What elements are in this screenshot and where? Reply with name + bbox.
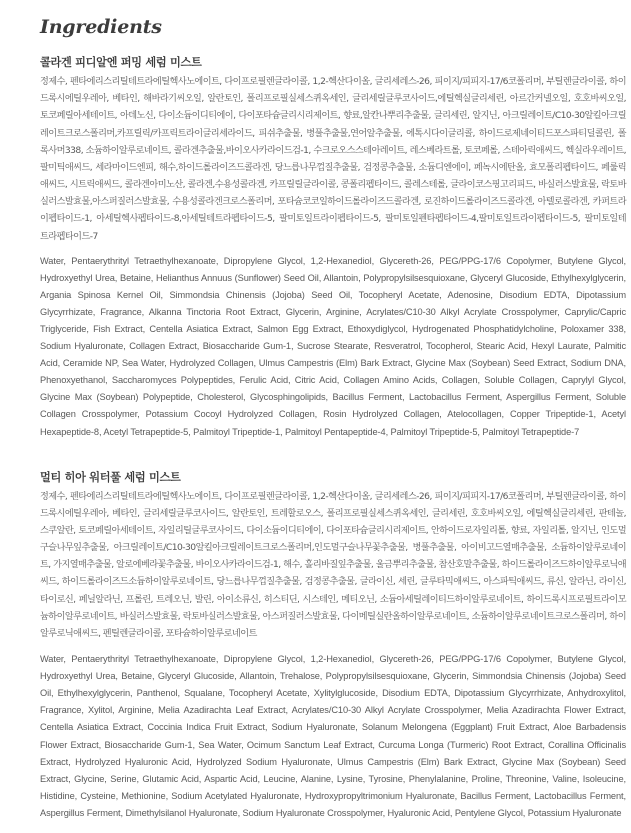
product-heading-collagen-serum-mist: 콜라겐 피디알엔 퍼밍 세럼 미스트 [40, 56, 202, 69]
ingredient-list-korean: 정제수, 펜타에리스리틸테트라에틸헥사노에이트, 다이프로필렌글라이콜, 1,2-헥산다이올, 글리세레스-26, 피이지/피피지-17/6코폴리머, 부틸렌글라이콜, 하이드록시에틸우레아, 베타인, 글리세릴글루코사이드, 알란토인, 트레할로오스, 폴리프로필실세스퀴옥세인, 글리세린, 호호바씨오일, 에틸헥실글리세린, 판테놀, 스쿠알란, 토코페릴아세테이트, 자일리틸글루코사이드, 다이소듐이디티에이, 다이포타슘글리시리제이트, 안하이드로자일리톨, 향료, 자일리톨, 알지닌, 인도멀구슬나무잎추출물, 아크릴레이트/C10-30알킬아크릴레이트크로스폴리머,인도멀구슬나무꽃추출물, 병풀추출물, 아이비고드열매추출물, 소듐하이알루로네이트, 가지열매추출물, 알로에베라꽃추출물, 바이오사카라이드검-1, 해수, 홀리바질잎추출물, 울금뿌리추출물, 참산호말추출물, 하이드롤라이즈드하이알루로닉애씨드, 하이드롤라이즈드소듐하이알루로네이트, 당느릅나무껍질추출물, 검정콩추출물, 글라이신, 세린, 글루타믹애씨드, 아스파틱애씨드, 류신, 알라닌, 라이신, 타이로신, 페닐알라닌, 프롤린, 트레오닌, 발린, 아이소류신, 히스티딘, 시스테인, 메티오닌, 소듐아세틸레이티드하이알루로네이트, 하이드록시프로필트라이모늄하이알루로네이트, 바실러스발효물, 락토바실러스발효물, 아스퍼질러스발효물, 다이메틸실란올하이알루로네이트, 소듐하이알루로네이트크로스폴리머, 하이알루로닉애씨드, 펜틸렌글라이콜, 포타슘하이알루로네이트 [40, 490, 626, 639]
ingredient-list-english: Water, Pentaerythrityl Tetraethylhexanoate, Dipropylene Glycol, 1,2-Hexanediol, Glycereth-26, PEG/PPG-17/6 Copolymer, Butylene Glycol, Hydroxyethyl Urea, Betaine, Helianthus Annuus (Sunflower) Seed Oil, Allantoin, Polypropylsilsesquioxane, Glyceryl Glucoside, Ethylhexylglycerin, Argania Spinosa Kernel Oil, Simmondsia Chinensis (Jojoba) Seed Oil, Tocopheryl Acetate, Adenosine, Disodium EDTA, Dipotassium Glycyrrhizate, Fragrance, Alkanna Tinctoria Root Extract, Glycerin, Arginine, Acrylates/C10-30 Alkyl Acrylate Crosspolymer, Caprylic/Capric Triglyceride, Fish Extract, Centella Asiatica Extract, Salmon Egg Extract, Ethoxydiglycol, Hydrogenated Phosphatidylcholine, Poloxamer 338, Sodium Hyaluronate, Collagen Extract, Biosaccharide Gum-1, Sucrose Stearate, Resveratrol, Tocopherol, Stearic Acid, Hexyl Laurate, Palmitic Acid, Ceramide NP, Sea Water, Hydrolyzed Collagen, Ulmus Campestris (Elm) Bark Extract, Glycine Max (Soybean) Seed Extract, Sodium DNA, Phenoxyethanol, Saccharomyces Polypeptides, Ferulic Acid, Citric Acid, Collagen Amino Acids, Collagen, Soluble Collagen, Caprylyl Glycol, Glycine Max (Soybean) Polypeptide, Cholesterol, Glycosphingolipids, Bacillus Ferment, Lactobacillus Ferment, Aspergillus Ferment, Soluble Collagen Crosspolymer, Potassium Cocoyl Hydrolyzed Collagen, Rosin Hydrolyzed Collagen, Atelocollagen, Copper Tripeptide-1, Acetyl Hexapeptide-8, Acetyl Tetrapeptide-5, Palmitoyl Tripeptide-1, Palmitoyl Pentapeptide-4, Palmitoyl Tripeptide-5, Palmitoyl Tetrapeptide-7 [40, 255, 626, 437]
page-title: Ingredients [40, 16, 162, 38]
ingredient-list-korean: 정제수, 펜타에리스리틸테트라에틸헥사노에이트, 다이프로필렌글라이콜, 1,2-헥산다이올, 글리세레스-26, 피이지/피피지-17/6코폴리머, 부틸렌글라이콜, 하이드록시에틸우레아, 베타인, 해바라기씨오일, 알란토인, 폴리프로필실세스퀴옥세인, 글리세릴글루코사이드,에틸헥실글리세린, 아르간커넬오일, 호호바씨오일, 토코페릴아세테이트, 아데노신, 다이소듐이디티에이, 다이포타슘글리시리제이트, 향료,알칸나뿌리추출물, 글리세린, 알지닌, 아크릴레이트/C10-30알킬아크릴레이트크로스폴리머,카프릴릭/카프릭트라이글리세라이드, 피쉬추출물, 병풀추출물,연어알추출물, 에톡시다이글리콜, 하이드로제네이티드포스파티딜콜린, 폴록사머338, 소듐하이알루로네이트, 콜라겐추출물,바이오사카라이드검-1, 수크로오스스테아레이트, 레스베라트롤, 토코페롤, 스테아릭애씨드, 헥실라우레이트, 팔미틱애씨드, 세라마이드엔피, 해수,하이드롤라이즈드콜라겐, 당느릅나무껍질추출물, 검정콩추출물, 소듐디엔에이, 페녹시에탄올, 효모폴리펩타이드, 페룰릭애씨드, 시트릭애씨드, 콜라겐아미노산, 콜라겐,수용성콜라겐, 카프릴릴글라이콜, 콩폴리펩타이드, 콜레스테롤, 글라이코스핑고리피드, 바실러스발효물, 락토바실러스발효물,아스퍼질러스발효물, 수용성콜라겐크로스폴리머, 포타슘코코일하이드롤라이즈드콜라겐, 로진하이드롤라이즈드콜라겐, 아텔로콜라겐, 카퍼트라이펩타이드-1, 아세틸헥사펩타이드-8,아세틸테트라펩타이드-5, 팔미토일트라이펩타이드-5, 팔미토일펜타펩타이드-4,팔미토일트라이펩타이드-5, 팔미토일테트라펩타이드-7 [40, 76, 626, 242]
ingredient-list-english: Water, Pentaerythrityl Tetraethylhexanoate, Dipropylene Glycol, 1,2-Hexanediol, Glycereth-26, PEG/PPG-17/6 Copolymer, Butylene Glycol, Hydroxyethyl Urea, Betaine, Glyceryl Glucoside, Allantoin, Trehalose, Polypropylsilsesquioxane, Glycerin, Simmondsia Chinensis (Jojoba) Seed Oil, Ethylhexylglycerin, Panthenol, Squalane, Tocopheryl Acetate, Xylitylglucoside, Disodium EDTA, Dipotassium Glycyrrhizate, Anhydroxylitol, Fragrance, Xylitol, Arginine, Melia Azadirachta Leaf Extract, Acrylates/C10-30 Alkyl Acrylate Crosspolymer, Melia Azadirachta Flower Extract, Centella Asiatica Extract, Coccinia Indica Fruit Extract, Sodium Hyaluronate, Solanum Melongena (Eggplant) Fruit Extract, Aloe Barbadensis Flower Extract, Biosaccharide Gum-1, Sea Water, Ocimum Sanctum Leaf Extract, Curcuma Longa (Turmeric) Root Extract, Corallina Officinalis Extract, Hydrolyzed Hyaluronic Acid, Hydrolyzed Sodium Hyaluronate, Ulmus Campestris (Elm) Bark Extract, Glycine Max (Soybean) Seed Extract, Glycine, Serine, Glutamic Acid, Aspartic Acid, Leucine, Alanine, Lysine, Tyrosine, Phenylalanine, Proline, Threonine, Valine, Isoleucine, Histidine, Cysteine, Methionine, Sodium Acetylated Hyaluronate, Hydroxypropyltrimonium Hyaluronate, Bacillus Ferment, Lactobacillus Ferment, Aspergillus Ferment, Dimethylsilanol Hyaluronate, Sodium Hyaluronate Crosspolymer, Hyaluronic Acid, Pentylene Glycol, Potassium Hyaluronate [40, 654, 626, 818]
product-heading-multi-hya-serum-mist: 멀티 히아 워터풀 세럼 미스트 [40, 470, 181, 484]
ingredients-page [40, 14, 626, 822]
